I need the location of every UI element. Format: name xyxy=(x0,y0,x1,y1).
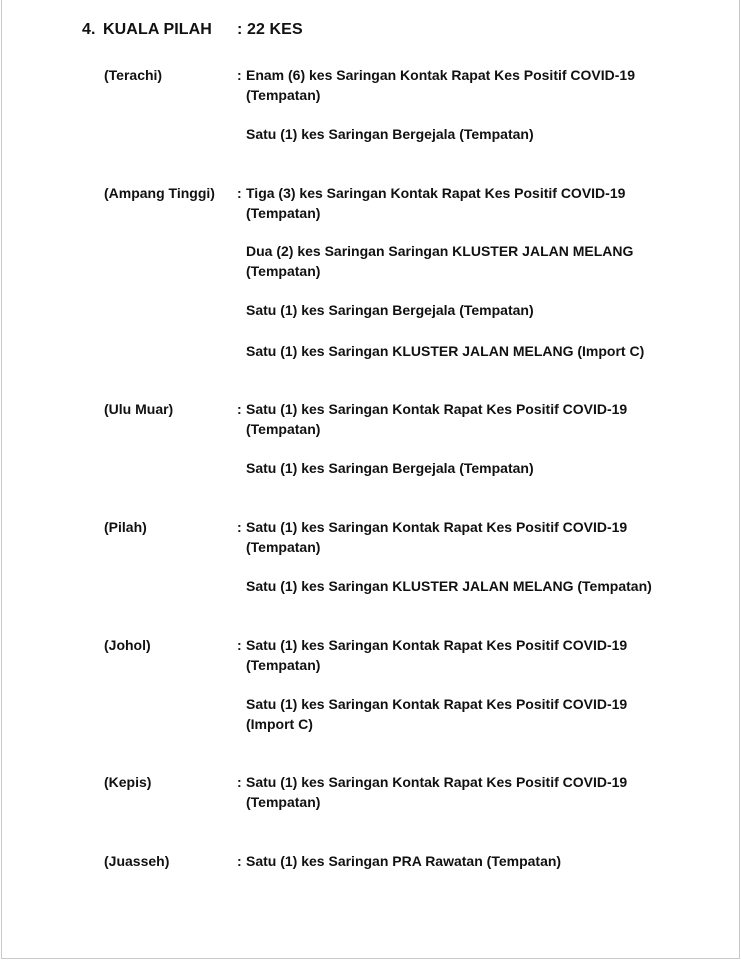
colon: : xyxy=(237,853,242,869)
case-entry: Satu (1) kes Saringan PRA Rawatan (Tempatan) xyxy=(246,853,562,869)
case-entry: Satu (1) kes Saringan Kontak Rapat Kes Positif COVID-19 (Tempatan) xyxy=(246,519,628,555)
case-entry: Satu (1) kes Saringan KLUSTER JALAN MELANG (Tempatan) xyxy=(246,578,652,594)
case-entry: Satu (1) kes Saringan Bergejala (Tempatan) xyxy=(246,126,534,142)
case-entry: Enam (6) kes Saringan Kontak Rapat Kes Positif COVID-19 (Tempatan) xyxy=(246,67,635,103)
district-name: KUALA PILAH xyxy=(103,21,212,38)
page-frame xyxy=(1,0,740,959)
colon: : xyxy=(237,401,242,417)
area-name: (Kepis) xyxy=(104,774,152,790)
area-name: (Ampang Tinggi) xyxy=(104,185,215,201)
area-name: (Juasseh) xyxy=(104,853,170,869)
area-name: (Johol) xyxy=(104,637,151,653)
case-entry: Satu (1) kes Saringan Kontak Rapat Kes Positif COVID-19 (Tempatan) xyxy=(246,774,628,810)
case-entry: Satu (1) kes Saringan Bergejala (Tempatan) xyxy=(246,302,534,318)
area-name: (Ulu Muar) xyxy=(104,401,174,417)
case-entry: Satu (1) kes Saringan Kontak Rapat Kes Positif COVID-19 (Import C) xyxy=(246,696,628,732)
case-entry: Dua (2) kes Saringan Saringan KLUSTER JALAN MELANG (Tempatan) xyxy=(246,243,634,279)
case-entry: Satu (1) kes Saringan Bergejala (Tempatan) xyxy=(246,460,534,476)
area-name: (Pilah) xyxy=(104,519,147,535)
case-entry: Tiga (3) kes Saringan Kontak Rapat Kes Positif COVID-19 (Tempatan) xyxy=(246,185,626,221)
case-entry: Satu (1) kes Saringan Kontak Rapat Kes Positif COVID-19 (Tempatan) xyxy=(246,401,628,437)
area-name: (Terachi) xyxy=(104,67,163,83)
colon: : xyxy=(237,637,242,653)
colon: : xyxy=(237,67,242,83)
colon: : xyxy=(237,774,242,790)
colon: : xyxy=(237,519,242,535)
district-number: 4. xyxy=(82,21,96,38)
case-entry: Satu (1) kes Saringan KLUSTER JALAN MELANG (Import C) xyxy=(246,343,645,359)
case-entry: Satu (1) kes Saringan Kontak Rapat Kes Positif COVID-19 (Tempatan) xyxy=(246,637,628,673)
colon: : xyxy=(237,185,242,201)
district-case-count: : 22 KES xyxy=(237,21,303,38)
